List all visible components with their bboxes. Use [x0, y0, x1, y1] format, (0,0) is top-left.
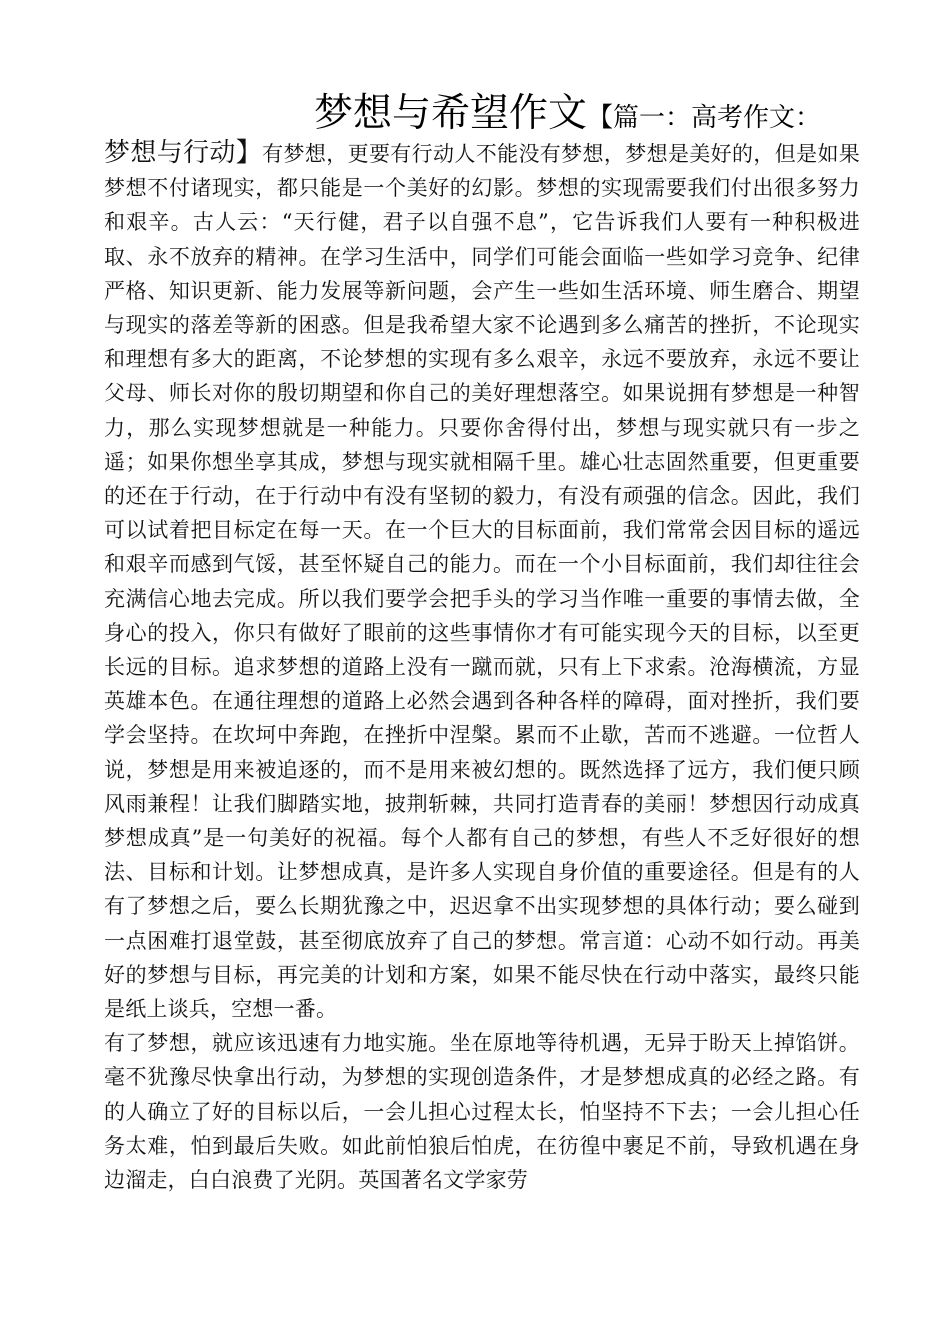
document-page — [104, 92, 860, 1197]
title-line — [104, 92, 860, 136]
subtitle-part-2: 梦想与行动】 — [104, 138, 263, 168]
paragraph-2-text: 有了梦想，就应该迅速有力地实施。坐在原地等待机遇，无异于盼天上掉馅饼。毫不犹豫尽快拿出行动，为梦想的实现创造条件，才是梦想成真的必经之路。有的人确立了好的目标以后，一会儿担心过程太长，怕坚持不下去；一会儿担心任务太难，怕到最后失败。如此前怕狼后怕虎，在彷徨中裹足不前，导致机遇在身边溜走，白白浪费了光阴。英国著名文学家劳 — [104, 1031, 860, 1193]
body-paragraph-2 — [104, 1026, 860, 1197]
body-paragraph-1 — [104, 136, 860, 1026]
paragraph-1-text: 有梦想，更要有行动人不能没有梦想，梦想是美好的，但是如果梦想不付诸现实，都只能是一个美好的幻影。梦想的实现需要我们付出很多努力和艰辛。古人云：“天行健，君子以自强不息”，它告诉我们人要有一种积极进取、永不放弃的精神。在学习生活中，同学们可能会面临一些如学习竞争、纪律严格、知识更新、能力发展等新问题，会产生一些如生活环境、师生磨合、期望与现实的落差等新的困惑。但是我希望大家不论遇到多么痛苦的挫折，不论现实和理想有多大的距离，不论梦想的实现有多么艰辛，永远不要放弃，永远不要让父母、师长对你的殷切期望和你自己的美好理想落空。如果说拥有梦想是一种智力，那么实现梦想就是一种能力。只要你舍得付出，梦想与现实就只有一步之遥；如果你想坐享其成，梦想与现实就相隔千里。雄心壮志固然重要，但更重要的还在于行动，在于行动中有没有坚韧的毅力，有没有顽强的信念。因此，我们可以试着把目标定在每一天。在一个巨大的目标面前，我们常常会因目标的遥远和艰辛而感到气馁，甚至怀疑自己的能力。而在一个小目标面前，我们却往往会充满信心地去完成。所以我们要学会把手头的学习当作唯一重要的事情去做，全身心的投入，你只有做好了眼前的这些事情你才有可能实现今天的目标，以至更长远的目标。追求梦想的道路上没有一蹴而就，只有上下求索。沧海横流，方显英雄本色。在通往理想的道路上必然会遇到各种各样的障碍，面对挫折，我们要学会坚持。在坎坷中奔跑，在挫折中涅槃。累而不止歇，苦而不逃避。一位哲人说，梦想是用来被追逐的，而不是用来被幻想的。既然选择了远方，我们便只顾风雨兼程！让我们脚踏实地，披荆斩棘，共同打造青春的美丽！梦想因行动成真梦想成真”是一句美好的祝福。每个人都有自己的梦想，有些人不乏好很好的想法、目标和计划。让梦想成真，是许多人实现自身价值的重要途径。但是有的人有了梦想之后，要么长期犹豫之中，迟迟拿不出实现梦想的具体行动；要么碰到一点困难打退堂鼓，甚至彻底放弃了自己的梦想。常言道：心动不如行动。再美好的梦想与目标，再完美的计划和方案，如果不能尽快在行动中落实，最终只能是纸上谈兵，空想一番。 — [104, 142, 860, 1022]
subtitle-part-1: 【篇一：高考作文： — [587, 103, 822, 133]
page-title: 梦想与希望作文 — [314, 91, 588, 136]
